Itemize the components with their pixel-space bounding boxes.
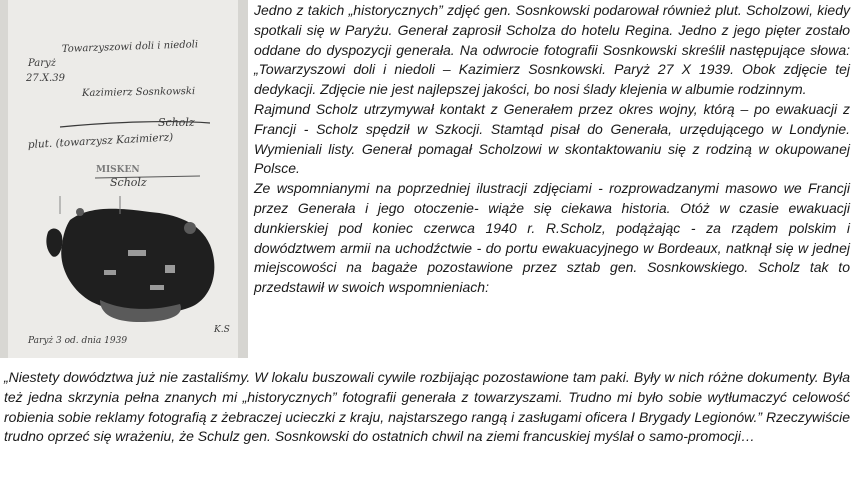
quote-text: „Niestety dowództwa już nie zastaliśmy. W lokalu buszowali cywile rozbijając pozostawione tam paki. Były w nich różne dokumenty. Była też jedna skrzynia pełna znanych mi „historycznych” fotografii generała z towarzyszami. Trudno mi było sobie wytłumaczyć celowość robienia sobie reklamy fotografią z żebraczej ucieczki z kraju, najstarszego rangą i zasługami oficera I Brygady Legionów.” Rzeczywiście trudno oprzeć się wrażeniu, że Schulz gen. Sosnkowski do ostatnich chwil na ziemi francuskiej myślał o samo-promocji… — [4, 369, 850, 445]
handwriting-line: Paryż 3 od. dnia 1939 — [28, 336, 128, 346]
handwriting-line: Paryż — [28, 58, 56, 69]
photo-reverse-dedication — [0, 0, 248, 358]
handwriting-line: 27.X.39 — [26, 73, 65, 84]
paragraph-dedication: Jedno z takich „historycznych” zdjęć gen. Sosnkowski podarował również plut. Scholzowi, kiedy spotkali się w Paryżu. Generał zaprosił Scholza do hotelu Regina. Jedno z jego pięter zostało oddane do dyspozycji generała. Na odwrocie fotografii Sosnkowski skreślił następujące słowa: „Towarzyszowi doli i niedoli – Kazimierz Sosnkowski. Paryż 27 X 1939. Obok zdjęcie tej dedykacji. Zdjęcie nie jest najlepszej jakości, bo nosi ślady klejenia w albumie rodzinnym. — [254, 2, 850, 98]
paragraph-history: Ze wspomnianymi na poprzedniej ilustracji zdjęciami - rozprowadzanymi masowo we Francji przez Generała i jego otoczenie- wiąże się ciekawa historia. Otóż w czasie ewakuacji dunkierskiej pod koniec czerwca 1940 r. R.Scholz, podążając - za rządem polskim i dowództwem armii na uchodźctwie - do portu ewakuacyjnego w Bordeaux, natknął się w jednej miejscowości na bagaże pozostawione przez sztab gen. Sosnkowskiego. Scholz tak to przedstawił w swoich wspomnieniach: — [254, 180, 850, 296]
paragraph-contact: Rajmund Scholz utrzymywał kontakt z Generałem przez okres wojny, którą – po ewakuacji z Francji - Scholz spędził w Szkocji. Stamtąd pisał do Generała, urzędującego w Londynie. Wymieniali listy. Generał pomagał Scholzowi w skontaktowaniu się z rodziną w okupowanej Polsce. — [254, 100, 850, 177]
article-body-right — [254, 1, 850, 298]
handwriting-line: Towarzyszowi doli i niedoli — [61, 39, 199, 55]
handwriting-line: Kazimierz Sosnkowski — [81, 86, 196, 99]
photo-scan-image — [0, 0, 248, 358]
handwriting-line: Scholz — [110, 176, 147, 189]
handwriting-line: Scholz — [158, 116, 195, 129]
handwriting-line: plut. (towarzysz Kazimierz) — [27, 131, 174, 151]
handwriting-line: K.S — [214, 325, 230, 335]
handwriting-stamp: MISKEN — [96, 165, 140, 175]
memoir-quote — [4, 368, 850, 447]
